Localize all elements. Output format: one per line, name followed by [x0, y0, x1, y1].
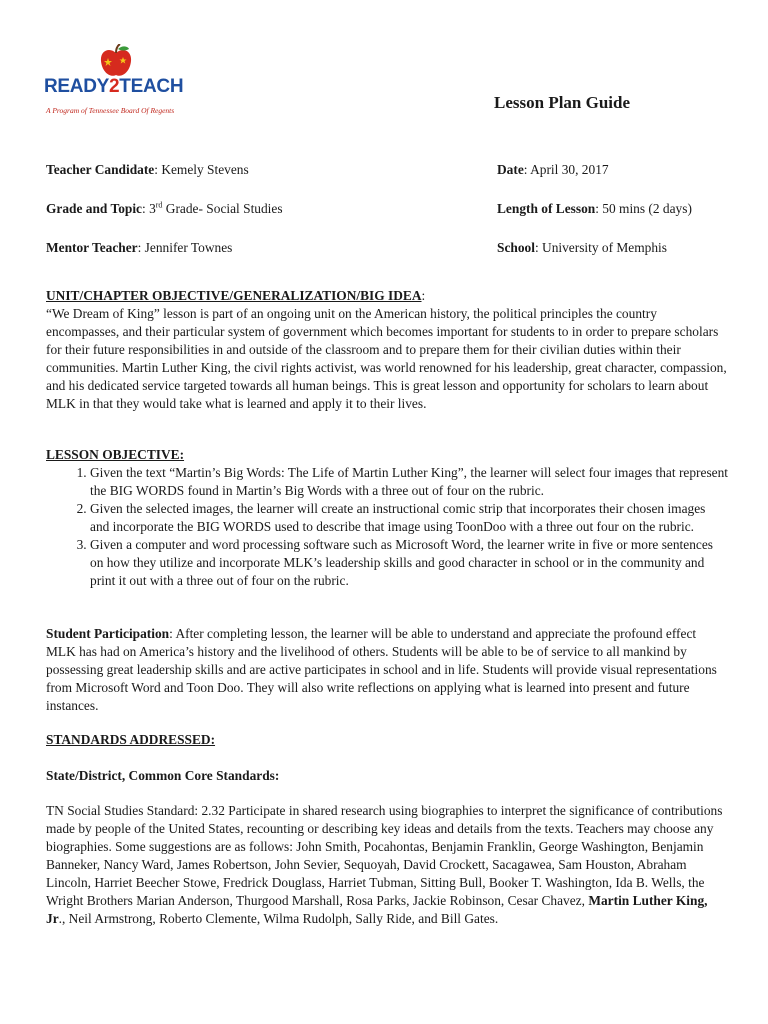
info-row-grade — [46, 200, 736, 218]
student-participation-text: : After completing lesson, the learner will be able to understand and appreciate the profound effect MLK has had on America’s history and the livelihood of others. Students will be able to be of service to all mankind by possessing great leadership skills and are active participates in school and in life. Students will provide visual representations from Microsoft Word and Toon Doo. They will also write reflections on applying what is learned into present and future instances. — [46, 626, 717, 713]
standards-subheading: State/District, Common Core Standards: — [46, 768, 280, 783]
lesson-objective-section — [46, 446, 728, 590]
info-row-teacher — [46, 161, 736, 179]
unit-objective-section — [46, 287, 728, 413]
unit-objective-colon: : — [421, 288, 426, 303]
lesson-objective-heading: LESSON OBJECTIVE: — [46, 447, 185, 462]
info-row-mentor — [46, 239, 736, 257]
grade-label: Grade and Topic — [46, 201, 142, 216]
logo-wordmark: READY2TEACH — [44, 76, 184, 97]
list-item: 2. Given the selected images, the learner will create an instructional comic strip that incorporates their chosen images and incorporate the BIG WORDS used to describe that image using ToonDoo with a three out four on the rubric. — [90, 500, 728, 536]
unit-objective-text: “We Dream of King” lesson is part of an ongoing unit on the American history, the political principles the country encompasses, and their particular system of government which becomes important for students to in order to prepare scholars for their future responsibilities in and outside of the classroom and to prepare them for their civilian duties within their communities. Martin Luther King, the civil rights activist, was world renowned for his leadership, great character, compassion, and his dedicated service targeted towards all human beings. This is great lesson and opportunity for scholars to learn about MLK in that they would take what is learned and apply it to their lives. — [46, 306, 727, 411]
page-title: Lesson Plan Guide — [494, 93, 631, 112]
teacher-label: Teacher Candidate — [46, 162, 155, 177]
date-label: Date — [497, 162, 524, 177]
student-participation-label: Student Participation — [46, 626, 170, 641]
student-participation-section — [46, 625, 728, 715]
grade-value: : 3rd Grade- Social Studies — [142, 200, 283, 216]
lesson-objective-list — [46, 464, 728, 590]
standards-highlight: Martin Luther King, Jr — [46, 893, 708, 926]
length-label: Length of Lesson — [497, 201, 596, 216]
standards-text-section — [46, 802, 728, 928]
standards-text: TN Social Studies Standard: 2.32 Participate in shared research using biographies to interpret the significance of contributions made by people of the United States, recounting or describing key ideas and details from the texts. Teachers may choose any biographies. Some suggestions are as follows: John Smith, Pocahontas, Benjamin Franklin, George Washington, Benjamin Banneker, Nancy Ward, James Robertson, John Sevier, Sequoyah, David Crockett, Sacagawea, Sam Houston, Abraham Lincoln, Harriet Beecher Stowe, Fredrick Douglass, Harriet Tubman, Sitting Bull, Booker T. Washington, Ida B. Wells, the Wright Brothers Marian Anderson, Thurgood Marshall, Rosa Parks, Jackie Robinson, Cesar Chavez, Martin Luther King, Jr., Neil Armstrong, Roberto Clemente, Wilma Rudolph, Sally Ride, and Bill Gates. — [46, 803, 723, 926]
unit-objective-heading: UNIT/CHAPTER OBJECTIVE/GENERALIZATION/BIG IDEA — [46, 288, 422, 303]
date-value: : April 30, 2017 — [523, 162, 609, 177]
school-label: School — [497, 240, 535, 255]
logo-tagline: A Program of Tennessee Board Of Regents — [46, 106, 175, 115]
standards-section — [46, 731, 728, 749]
length-value: : 50 mins (2 days) — [595, 201, 692, 216]
ready2teach-logo — [44, 44, 194, 116]
standards-heading: STANDARDS ADDRESSED: — [46, 732, 216, 747]
list-item: 3. Given a computer and word processing software such as Microsoft Word, the learner write in five or more sentences on how they utilize and incorporate MLK’s leadership skills and good character in school or in the community and print it out with a three out of four on the rubric. — [90, 536, 728, 590]
teacher-value: : Kemely Stevens — [154, 162, 249, 177]
mentor-label: Mentor Teacher — [46, 240, 138, 255]
mentor-value: : Jennifer Townes — [137, 240, 233, 255]
standards-subsection — [46, 767, 728, 785]
school-value: : University of Memphis — [534, 240, 667, 255]
list-item: 1. Given the text “Martin’s Big Words: The Life of Martin Luther King”, the learner will select four images that represent the BIG WORDS found in Martin’s Big Words with a three out of four on the rubric. — [90, 464, 728, 500]
